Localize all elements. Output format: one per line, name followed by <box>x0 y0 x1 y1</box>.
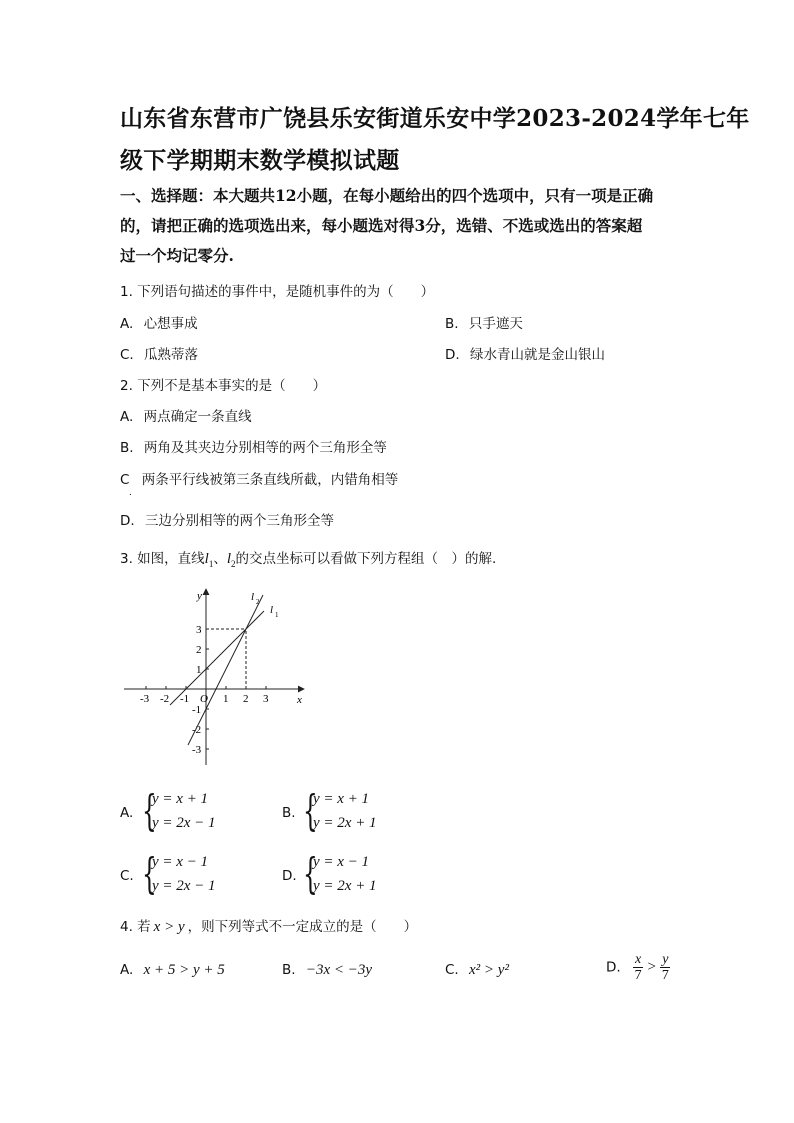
question-3-option-a-letter: A. <box>120 805 134 821</box>
option-text: 只手遮天 <box>468 316 523 332</box>
question-3-option-b-eq2: y = 2x + 1 <box>313 815 377 831</box>
section-heading-line3: 过一个均记零分. <box>120 246 234 265</box>
question-1-option-b <box>445 312 523 332</box>
option-letter: C <box>120 472 130 488</box>
compare-op: > <box>647 959 656 975</box>
question-4-option-b <box>282 962 372 979</box>
line-l2-subscript: 2 <box>256 598 260 606</box>
option-math: x + 5 > y + 5 <box>143 962 225 978</box>
option-letter: A. <box>120 409 134 425</box>
stem-text: ，则下列等式不一定成立的是（ ） <box>187 919 418 935</box>
fraction-right: $\frac{y}{7}$ <box>661 952 669 983</box>
option-math: x² > y² <box>469 962 509 978</box>
page-title-line1: 山东省东营市广饶县乐安街道乐安中学2023-2024学年七年 <box>120 105 750 132</box>
question-3-option-b-letter: B. <box>282 805 296 821</box>
option-letter: A. <box>120 962 134 978</box>
x-tick-label: 3 <box>263 693 269 705</box>
question-1-stem: 1. 下列语句描述的事件中，是随机事件的为（ ） <box>120 284 435 300</box>
line-l2-label: l <box>251 591 255 603</box>
origin-label: O <box>200 693 208 705</box>
brace: { <box>303 786 318 835</box>
stem-text: 的交点坐标可以看做下列方程组（ ）的解. <box>235 551 497 567</box>
question-3-option-c-eq1: y = x − 1 <box>152 854 209 870</box>
option-letter: B. <box>120 440 134 456</box>
question-4-option-d <box>606 952 670 983</box>
question-3-option-a-eq1: y = x + 1 <box>152 791 209 807</box>
question-2-option-a <box>120 405 252 425</box>
line-l1-subscript: 1 <box>275 611 279 619</box>
brace: { <box>303 849 318 898</box>
question-4-stem <box>120 915 417 936</box>
option-letter: A. <box>120 316 134 332</box>
y-tick-label: -2 <box>192 724 202 736</box>
option-text: 两点确定一条直线 <box>143 409 252 425</box>
x-tick-label: 1 <box>223 693 229 705</box>
option-letter: B. <box>282 962 296 978</box>
question-3-option-d-letter: D. <box>282 868 297 884</box>
option-text: 瓜熟蒂落 <box>144 347 199 363</box>
question-3-option-c-eq2: y = 2x − 1 <box>152 878 216 894</box>
question-2-option-d <box>120 509 334 529</box>
question-4-option-c <box>445 962 509 979</box>
question-2-option-c <box>120 468 398 488</box>
question-3-option-d-eq1: y = x − 1 <box>313 854 370 870</box>
line-l2-label: $l_2$ <box>226 551 236 569</box>
question-3-option-d-eq2: y = 2x + 1 <box>313 878 377 894</box>
y-tick-label: 2 <box>196 644 202 656</box>
option-text: 两条平行线被第三条直线所截，内错角相等 <box>141 472 399 488</box>
y-tick-label: -3 <box>192 744 202 756</box>
question-3-option-a-eq2: y = 2x − 1 <box>152 815 216 831</box>
x-tick-label: 2 <box>243 693 249 705</box>
option-text: 三边分别相等的两个三角形全等 <box>144 513 334 529</box>
separator: 、 <box>213 551 227 567</box>
option-text: 两角及其夹边分别相等的两个三角形全等 <box>143 440 387 456</box>
question-1-option-c <box>120 343 198 363</box>
stem-text: 3. 如图，直线 <box>120 551 205 567</box>
fraction-left: $\frac{x}{7}$ <box>634 952 642 983</box>
brace: { <box>142 849 157 898</box>
section-heading-line1: 一、选择题：本大题共12小题，在每小题给出的四个选项中，只有一项是正确 <box>120 186 654 205</box>
x-tick-label: -3 <box>140 693 150 705</box>
line-l1-label: l <box>270 604 274 616</box>
option-letter: D. <box>120 513 135 529</box>
option-text: 心想事成 <box>143 316 198 332</box>
x-tick-label: -2 <box>160 693 170 705</box>
option-text: 绿水青山就是金山银山 <box>469 347 605 363</box>
page-title-line2: 级下学期期末数学模拟试题 <box>120 147 400 174</box>
coordinate-graph <box>120 585 310 770</box>
option-letter: C. <box>445 962 459 978</box>
section-heading-line2: 的，请把正确的选项选出来，每小题选对得3分，选错、不选或选出的答案超 <box>120 216 643 235</box>
line-l1-label: $l_1$ <box>204 551 214 569</box>
stray-dot: . <box>129 488 132 498</box>
stem-text: 4. 若 <box>120 919 151 935</box>
y-tick-label: -1 <box>192 704 202 716</box>
option-letter: D. <box>445 347 460 363</box>
y-tick-label: 1 <box>196 664 202 676</box>
condition-math: x > y <box>153 919 185 935</box>
option-letter: D. <box>606 959 621 976</box>
y-tick-label: 3 <box>196 624 202 636</box>
question-3-option-c-letter: C. <box>120 868 134 884</box>
question-1-option-a <box>120 312 198 332</box>
question-1-option-d <box>445 343 605 363</box>
option-letter: B. <box>445 316 459 332</box>
question-2-option-b <box>120 436 387 456</box>
y-axis-label: y <box>197 590 202 602</box>
x-axis-label: x <box>297 694 302 706</box>
question-4-option-a <box>120 962 225 979</box>
brace: { <box>142 786 157 835</box>
option-math: −3x < −3y <box>305 962 373 978</box>
question-3-option-b-eq1: y = x + 1 <box>313 791 370 807</box>
question-2-stem: 2. 下列不是基本事实的是（ ） <box>120 378 327 394</box>
question-3-stem <box>120 547 496 569</box>
option-letter: C. <box>120 347 134 363</box>
x-tick-label: -1 <box>180 693 190 705</box>
line-l1 <box>170 611 264 705</box>
